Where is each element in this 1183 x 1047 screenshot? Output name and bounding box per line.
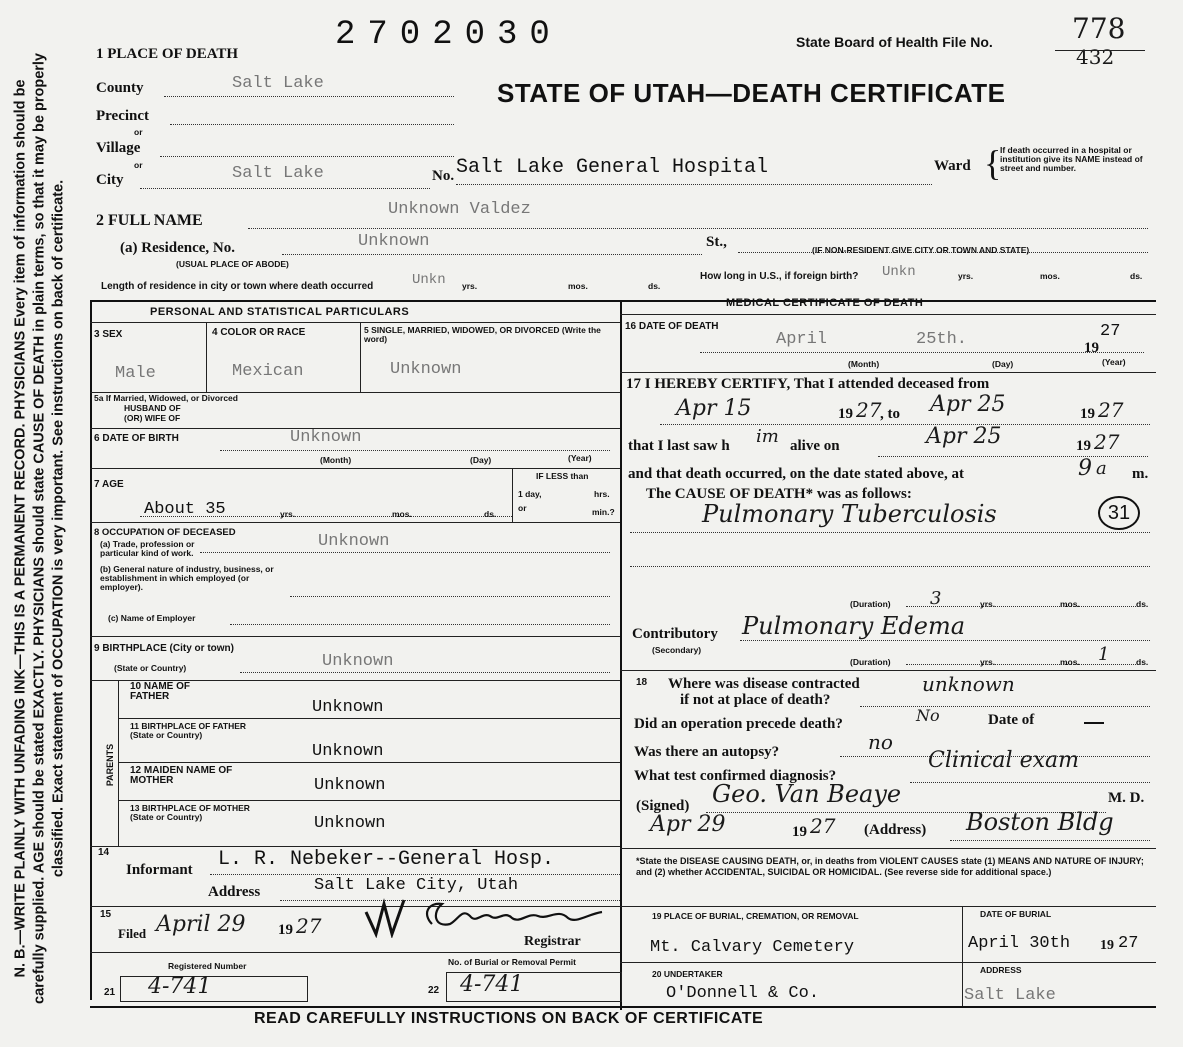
marital-label: 5 SINGLE, MARRIED, WIDOWED, OR DIVORCED (Write the word) [364,325,601,344]
nineteen-d: 19 [792,824,807,840]
informant-number: 14 [98,847,110,858]
yrs-b: yrs. [980,657,996,667]
file-number-secondary: 432 [1076,45,1115,69]
street-label: St., [706,234,727,250]
nineteen-c: 19 [1076,438,1091,454]
contracted-label: Where was disease contracted [668,676,860,692]
hospital-name: Salt Lake General Hospital [456,156,769,179]
md-label: M. D. [1108,790,1145,806]
filed-number: 15 [100,909,112,920]
informant-address-value: Salt Lake City, Utah [314,876,519,895]
ds-label: ds. [648,281,661,291]
age-ds-label: ds. [484,509,497,519]
file-number-label: State Board of Health File No. [796,34,993,50]
occupation-b-label: (b) General nature of industry, business, or establishment in which employed (or employer). [100,564,274,592]
ds-b: ds. [1136,657,1149,667]
birthplace-label: 9 BIRTHPLACE (City or town) [94,643,234,654]
operation-label: Did an operation precede death? [634,716,843,732]
sex-value: Male [115,364,156,383]
attended-from: Apr 15 [676,396,752,421]
residence-label: (a) Residence, No. [120,240,235,256]
burial-place-label: 19 PLACE OF BURIAL, CREMATION, OR REMOVAL [652,911,859,921]
burial-permit-value: 4-741 [460,972,524,997]
precinct-label: Precinct [96,108,150,124]
burial-date-label: DATE OF BURIAL [980,909,1052,919]
race-value: Mexican [232,362,304,381]
non-resident-note: (IF NON-RESIDENT GIVE CITY OR TOWN AND STATE) [812,245,1030,255]
dod-month: April [776,330,828,349]
alive-on-label: alive on [790,438,840,454]
autopsy-value: no [868,730,893,754]
burial-year: 27 [1118,934,1139,953]
place-of-death-heading: 1 PLACE OF DEATH [96,46,239,62]
personal-heading: PERSONAL AND STATISTICAL PARTICULARS [150,306,410,318]
mos-b: mos. [1060,657,1080,667]
burial-year-prefix: 19 [1100,938,1114,953]
yrs-label: yrs. [462,281,478,291]
contracted-value: unknown [922,672,1015,696]
ds-a: ds. [1136,599,1149,609]
duration-value: 3 [930,588,942,609]
dob-label: 6 DATE OF BIRTH [94,433,179,444]
mother-name-label: 12 MAIDEN NAME OF MOTHER [130,765,233,786]
ds2-label: ds. [1130,271,1143,281]
burial-date-value: April 30th [968,934,1071,953]
min-label: min.? [592,507,615,517]
father-name-value: Unknown [312,698,384,717]
age-mos-label: mos. [392,509,412,519]
file-number: 778 [1072,12,1126,45]
father-birthplace-value: Unknown [312,742,384,761]
cause-label: The CAUSE OF DEATH* was as follows: [646,486,912,502]
residence-value: Unknown [358,232,430,251]
dob-day-label: (Day) [470,455,492,465]
us-residence-label: How long in U.S., if foreign birth? [700,271,859,282]
no-label: No. [432,168,455,184]
last-saw-label: that I last saw h [628,438,730,454]
filed-year: 27 [296,914,322,938]
to-label: , to [880,406,900,422]
ward-brace: { [984,143,1002,183]
time-of-death: 9 [1078,456,1092,481]
burial-permit-label: No. of Burial or Removal Permit [448,957,576,967]
nineteen-b: 19 [1080,406,1095,422]
mos-label: mos. [568,281,588,291]
dod-label: 16 DATE OF DEATH [625,321,719,332]
secondary-label: (Secondary) [652,645,702,655]
dob-month-label: (Month) [320,455,352,465]
medical-heading: MEDICAL CERTIFICATE OF DEATH [726,297,924,309]
him-value: im [756,426,779,447]
registered-number-value: 4-741 [148,974,212,999]
length-residence-label: Length of residence in city or town where death occurred [101,281,374,292]
autopsy-label: Was there an autopsy? [634,744,780,760]
state-country-label: (State or Country) [114,663,187,673]
parents-label: PARENTS [105,743,115,787]
or-label-2: or [134,160,143,170]
ward-note: If death occurred in a hospital or institution give its NAME instead of street and number. [1000,145,1143,173]
certify-label: 17 I HEREBY CERTIFY, That I attended deceased from [626,376,990,392]
duration2-value: 1 [1098,644,1110,665]
footer-instructions: READ CAREFULLY INSTRUCTIONS ON BACK OF CERTIFICATE [254,1010,764,1027]
mos2-label: mos. [1040,271,1060,281]
filed-year-prefix: 19 [278,922,293,938]
address-label: (Address) [864,822,927,838]
physician-address: Boston Bldg [966,808,1114,836]
county-value: Salt Lake [232,74,324,93]
operation-value: No [916,706,940,725]
spouse-label-c: (OR) WIFE OF [124,413,181,423]
cause-instructions-note: *State the DISEASE CAUSING DEATH, or, in deaths from VIOLENT CAUSES state (1) MEANS AND NATURE OF INJURY; and (2) whether ACCIDENTAL, SUICIDAL OR HOMICIDAL. (See reverse side for additional space.) [636,856,1144,877]
father-birthplace-label: 11 BIRTHPLACE OF FATHER (State or Country) [130,721,247,740]
dod-year-label: (Year) [1102,357,1126,367]
test-label: What test confirmed diagnosis? [634,768,837,784]
undertaker-address-value: Salt Lake [964,986,1056,1005]
duration-label: (Duration) [850,599,891,609]
registrar-label: Registrar [524,934,581,949]
registered-number-prefix: 21 [104,987,116,998]
yrs2-label: yrs. [958,271,974,281]
dod-day: 25th. [916,330,968,349]
registered-number-label: Registered Number [168,961,247,971]
age-value: About 35 [144,500,226,519]
death-occurred-label: and that death occurred, on the date stated above, at [628,466,964,482]
city-label: City [96,172,124,188]
dod-month-label: (Month) [848,359,880,369]
spouse-label-a: 5a If Married, Widowed, or Divorced [94,393,238,403]
time-unit: a [1096,458,1107,479]
occupation-label: 8 OCCUPATION OF DECEASED [94,527,236,538]
contracted-number: 18 [636,677,648,688]
test-value: Clinical exam [928,748,1079,773]
marital-value: Unknown [390,360,462,379]
dod-year-prefix: 19 [1084,340,1099,356]
dob-year-label: (Year) [568,453,592,463]
or-label-1: or [134,127,143,137]
signature-physician: Geo. Van Beaye [712,780,902,808]
age-label: 7 AGE [94,479,124,490]
us-residence-value: Unkn [882,264,916,280]
last-saw-year: 27 [1094,430,1120,454]
attended-to-year: 27 [1098,398,1124,422]
filed-label: Filed [118,926,147,941]
cause-of-death: Pulmonary Tuberculosis [702,500,997,528]
informant-address-label: Address [208,884,261,900]
contributory-label: Contributory [632,626,718,642]
occupation-a-label: (a) Trade, profession or particular kind of work. [100,539,195,558]
or-min-label: or [518,503,527,513]
burial-permit-prefix: 22 [428,985,440,996]
spouse-label-b: HUSBAND OF [124,403,181,413]
dob-value: Unknown [290,428,362,447]
last-saw-date: Apr 25 [926,424,1002,449]
attended-to: Apr 25 [930,392,1006,417]
signed-date: Apr 29 [650,812,726,837]
age-yrs-label: yrs. [280,509,296,519]
certificate-title: STATE OF UTAH—DEATH CERTIFICATE [497,78,1006,108]
signed-label: (Signed) [636,798,690,814]
county-label: County [96,80,144,96]
village-label: Village [96,140,141,156]
contributory-value: Pulmonary Edema [742,612,966,640]
dod-day-label: (Day) [992,359,1014,369]
usual-abode-label: (USUAL PLACE OF ABODE) [176,259,289,269]
date-of-label: Date of [988,712,1035,728]
registrar-signature [362,894,612,938]
filed-date: April 29 [156,912,246,937]
mother-name-value: Unknown [314,776,386,795]
full-name-value: Unknown Valdez [388,200,531,219]
if-less-label: IF LESS than [536,471,589,481]
length-residence-value: Unkn [412,272,446,288]
birthplace-value: Unknown [322,652,394,671]
occupation-value: Unknown [318,532,390,551]
mos-a: mos. [1060,599,1080,609]
cause-code: 31 [1098,496,1140,530]
certificate-number: 2702030 [335,16,562,54]
undertaker-address-label: ADDRESS [980,965,1022,975]
father-name-label: 10 NAME OF FATHER [130,681,191,702]
one-day-label: 1 day, [518,489,542,499]
informant-label: Informant [126,862,193,878]
ward-label: Ward [934,158,971,174]
burial-place-value: Mt. Calvary Cemetery [650,938,855,957]
employer-label: (c) Name of Employer [108,613,196,623]
race-label: 4 COLOR OR RACE [212,327,306,338]
m-label: m. [1132,466,1149,482]
signed-year: 27 [810,814,836,838]
hrs-label: hrs. [594,489,610,499]
city-value: Salt Lake [232,164,324,183]
nineteen-a: 19 [838,406,853,422]
mother-birthplace-label: 13 BIRTHPLACE OF MOTHER (State or Country) [130,803,250,822]
side-notice-text: N. B.—WRITE PLAINLY WITH UNFADING INK—THIS IS A PERMANENT RECORD. PHYSICIANS Every item of information should be carefully supplied. AGE should be stated EXACTLY. PHYSICIANS should state CAUSE OF DEATH in plain terms, so that it may be properly classified. Exact statement of OCCUPATION is very important. See instructions on back of certificate. [12,53,67,1004]
yrs-a: yrs. [980,599,996,609]
undertaker-label: 20 UNDERTAKER [652,969,723,979]
attended-from-year: 27 [856,398,882,422]
contracted-label2: if not at place of death? [680,692,831,708]
sidebar-notice [0,0,78,1047]
duration2-label: (Duration) [850,657,891,667]
sex-label: 3 SEX [94,329,123,340]
full-name-label: 2 FULL NAME [96,212,203,229]
dod-year: 27 [1100,322,1121,341]
mother-birthplace-value: Unknown [314,814,386,833]
undertaker-value: O'Donnell & Co. [666,984,820,1003]
informant-value: L. R. Nebeker--General Hosp. [218,848,555,871]
